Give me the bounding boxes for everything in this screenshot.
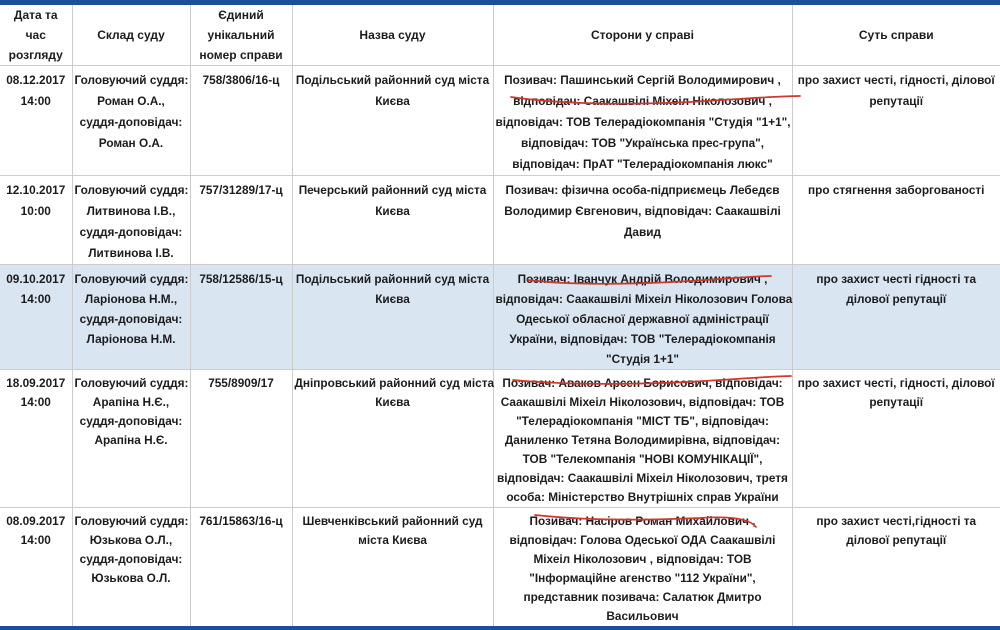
table-row xyxy=(0,508,1000,627)
cell-date-time: 12.10.2017 10:00 xyxy=(0,176,72,265)
cell-case-number: 758/3806/16-ц xyxy=(190,66,292,176)
cell-case-subject: про стягнення заборгованості xyxy=(792,176,1000,265)
table-row xyxy=(0,66,1000,176)
cell-court-name: Дніпровський районний суд міста Києва xyxy=(292,370,493,508)
cell-case-subject: про захист честі, гідності, ділової репутації xyxy=(792,370,1000,508)
cell-parties: Позивач: фізична особа-підприємець Лебедєв Володимир Євгенович, відповідач: Саакашвілі Давид xyxy=(493,176,792,265)
cell-date-time: 09.10.2017 14:00 xyxy=(0,265,72,370)
cell-case-number: 761/15863/16-ц xyxy=(190,508,292,627)
cell-parties: Позивач: Насіров Роман Михайлович , відповідач: Голова Одеської ОДА Саакашвілі Міхеіл Ніколозович , відповідач: ТОВ "Інформаційне агенство "112 України", представник позивача: Салатюк Дмитро Васильович xyxy=(493,508,792,627)
cell-case-subject: про захист честі гідності та ділової репутації xyxy=(792,265,1000,370)
column-header-date-time: Дата та час розгляду xyxy=(0,5,72,66)
cell-date-time: 18.09.2017 14:00 xyxy=(0,370,72,508)
column-header-court-name: Назва суду xyxy=(292,5,493,66)
cell-court-name: Шевченківський районний суд міста Києва xyxy=(292,508,493,627)
cell-date-time: 08.12.2017 14:00 xyxy=(0,66,72,176)
column-header-case-subject: Суть справи xyxy=(792,5,1000,66)
cell-date-time: 08.09.2017 14:00 xyxy=(0,508,72,627)
cell-case-number: 755/8909/17 xyxy=(190,370,292,508)
table-row xyxy=(0,176,1000,265)
cell-case-subject: про захист честі,гідності та ділової репутації xyxy=(792,508,1000,627)
cell-court-composition: Головуючий суддя: Ларіонова Н.М., суддя-доповідач: Ларіонова Н.М. xyxy=(72,265,190,370)
cell-case-number: 758/12586/15-ц xyxy=(190,265,292,370)
cell-court-composition: Головуючий суддя: Юзькова О.Л., суддя-доповідач: Юзькова О.Л. xyxy=(72,508,190,627)
cell-parties: Позивач: Аваков Арсен Борисович, відповідач: Саакашвілі Міхеіл Ніколозович, відповідач: ТОВ "Телерадіокомпанія "МІСТ ТБ", відповідач: Даниленко Тетяна Володимирівна, відповідач: ТОВ "Телекомпанія "НОВІ КОМУНІКАЦІЇ", відповідач: Саакашвілі Міхеіл Ніколозович, третя особа: Міністерство Внутрішніх справ України xyxy=(493,370,792,508)
court-cases-table xyxy=(0,5,1000,626)
cell-case-number: 757/31289/17-ц xyxy=(190,176,292,265)
column-header-parties: Сторони у справі xyxy=(493,5,792,66)
cell-case-subject: про захист честі, гідності, ділової репутації xyxy=(792,66,1000,176)
cell-court-composition: Головуючий суддя: Литвинова І.В., суддя-доповідач: Литвинова І.В. xyxy=(72,176,190,265)
table-header-row xyxy=(0,5,1000,66)
table-row-highlighted xyxy=(0,265,1000,370)
cell-court-name: Подільський районний суд міста Києва xyxy=(292,265,493,370)
cell-parties: Позивач: Пашинський Сергій Володимирович , відповідач: Саакашвілі Міхеіл Ніколозович , відповідач: ТОВ Телерадіокомпанія "Студія "1+1", відповідач: ТОВ "Українська прес-група", відповідач: ПрАТ "Телерадіокомпанія люкс" xyxy=(493,66,792,176)
cell-court-composition: Головуючий суддя: Арапіна Н.Є., суддя-доповідач: Арапіна Н.Є. xyxy=(72,370,190,508)
table-bottom-accent-bar xyxy=(0,626,1000,630)
cell-court-composition: Головуючий суддя: Роман О.А., суддя-доповідач: Роман О.А. xyxy=(72,66,190,176)
column-header-case-number: Єдиний унікальний номер справи xyxy=(190,5,292,66)
cell-court-name: Печерський районний суд міста Києва xyxy=(292,176,493,265)
column-header-court-composition: Склад суду xyxy=(72,5,190,66)
table-row xyxy=(0,370,1000,508)
cell-parties: Позивач: Іванчук Андрій Володимирович , відповідач: Саакашвілі Міхеіл Ніколозович Голова Одеської обласної державної адміністрації України, відповідач: ТОВ "Телерадіокомпанія "Студія 1+1" xyxy=(493,265,792,370)
cell-court-name: Подільський районний суд міста Києва xyxy=(292,66,493,176)
